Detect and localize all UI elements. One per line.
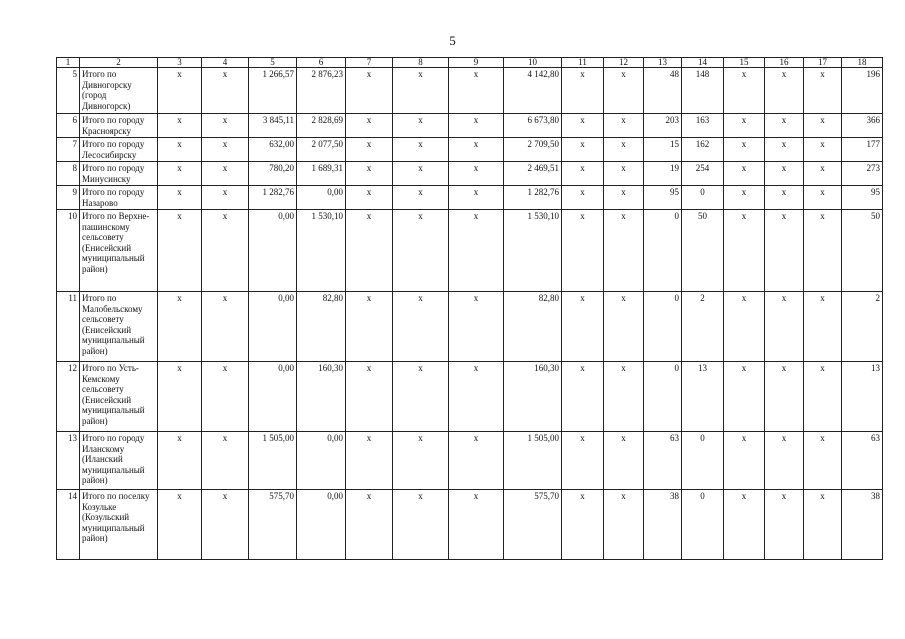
cell-c6: 2 828,69 (297, 114, 346, 138)
column-header-11: 11 (562, 58, 604, 68)
cell-c6: 2 077,50 (297, 138, 346, 162)
cell-c5: 0,00 (249, 362, 297, 432)
cell-c3: x (158, 138, 202, 162)
cell-c14: 2 (682, 292, 724, 362)
cell-c5: 1 282,76 (249, 186, 297, 210)
row-number: 5 (57, 68, 80, 114)
cell-c11: x (562, 362, 604, 432)
row-name: Итого по Дивногорску (город Дивногорск) (80, 68, 158, 114)
row-number: 10 (57, 210, 80, 292)
row-number: 7 (57, 138, 80, 162)
cell-c6: 160,30 (297, 362, 346, 432)
cell-c8: x (393, 162, 449, 186)
cell-c6: 0,00 (297, 432, 346, 490)
row-number: 13 (57, 432, 80, 490)
cell-c18: 38 (842, 490, 883, 560)
cell-c6: 0,00 (297, 186, 346, 210)
cell-c13: 19 (644, 162, 682, 186)
cell-c16: x (765, 162, 804, 186)
cell-c18: 2 (842, 292, 883, 362)
column-header-7: 7 (346, 58, 393, 68)
cell-c12: x (604, 362, 644, 432)
cell-c10: 6 673,80 (504, 114, 562, 138)
cell-c8: x (393, 210, 449, 292)
cell-c5: 575,70 (249, 490, 297, 560)
cell-c7: x (346, 114, 393, 138)
cell-c17: x (804, 68, 842, 114)
cell-c3: x (158, 432, 202, 490)
row-number: 11 (57, 292, 80, 362)
cell-c9: x (449, 138, 504, 162)
cell-c7: x (346, 68, 393, 114)
cell-c13: 0 (644, 210, 682, 292)
row-number: 6 (57, 114, 80, 138)
column-header-4: 4 (202, 58, 249, 68)
cell-c13: 15 (644, 138, 682, 162)
cell-c11: x (562, 292, 604, 362)
cell-c8: x (393, 138, 449, 162)
cell-c17: x (804, 186, 842, 210)
table-row (57, 432, 883, 490)
cell-c10: 1 530,10 (504, 210, 562, 292)
table-row (57, 138, 883, 162)
row-name: Итого по городу Минусинску (80, 162, 158, 186)
cell-c5: 1 266,57 (249, 68, 297, 114)
cell-c16: x (765, 490, 804, 560)
cell-c15: x (724, 490, 765, 560)
cell-c9: x (449, 114, 504, 138)
cell-c17: x (804, 210, 842, 292)
cell-c18: 177 (842, 138, 883, 162)
column-header-8: 8 (393, 58, 449, 68)
cell-c16: x (765, 210, 804, 292)
column-header-9: 9 (449, 58, 504, 68)
cell-c7: x (346, 490, 393, 560)
cell-c11: x (562, 138, 604, 162)
cell-c13: 0 (644, 292, 682, 362)
cell-c17: x (804, 490, 842, 560)
page-number: 5 (449, 33, 456, 48)
data-table (56, 57, 883, 560)
cell-c12: x (604, 68, 644, 114)
cell-c6: 2 876,23 (297, 68, 346, 114)
cell-c7: x (346, 210, 393, 292)
cell-c4: x (202, 186, 249, 210)
cell-c17: x (804, 162, 842, 186)
cell-c13: 0 (644, 362, 682, 432)
column-header-2: 2 (80, 58, 158, 68)
cell-c5: 1 505,00 (249, 432, 297, 490)
cell-c16: x (765, 114, 804, 138)
table-row (57, 162, 883, 186)
cell-c12: x (604, 114, 644, 138)
cell-c9: x (449, 162, 504, 186)
cell-c12: x (604, 490, 644, 560)
cell-c9: x (449, 210, 504, 292)
column-header-12: 12 (604, 58, 644, 68)
cell-c3: x (158, 114, 202, 138)
cell-c3: x (158, 162, 202, 186)
row-number: 9 (57, 186, 80, 210)
cell-c7: x (346, 432, 393, 490)
cell-c5: 0,00 (249, 292, 297, 362)
cell-c9: x (449, 490, 504, 560)
cell-c17: x (804, 138, 842, 162)
cell-c7: x (346, 138, 393, 162)
cell-c14: 50 (682, 210, 724, 292)
cell-c14: 0 (682, 490, 724, 560)
cell-c15: x (724, 162, 765, 186)
column-header-18: 18 (842, 58, 883, 68)
row-name: Итого по городу Иланскому (Иланский муниципальный район) (80, 432, 158, 490)
cell-c18: 366 (842, 114, 883, 138)
row-name: Итого по Малобельскому сельсовету (Енисейский муниципальный район) (80, 292, 158, 362)
cell-c18: 13 (842, 362, 883, 432)
column-header-6: 6 (297, 58, 346, 68)
cell-c14: 0 (682, 432, 724, 490)
cell-c12: x (604, 292, 644, 362)
row-name: Итого по городу Красноярску (80, 114, 158, 138)
cell-c11: x (562, 490, 604, 560)
cell-c15: x (724, 292, 765, 362)
cell-c12: x (604, 210, 644, 292)
row-name: Итого по Верхне-пашинскому сельсовету (Енисейский муниципальный район) (80, 210, 158, 292)
column-header-10: 10 (504, 58, 562, 68)
row-number: 12 (57, 362, 80, 432)
row-name: Итого по поселку Козульке (Козульский муниципальный район) (80, 490, 158, 560)
cell-c3: x (158, 186, 202, 210)
row-name: Итого по городу Назарово (80, 186, 158, 210)
cell-c13: 95 (644, 186, 682, 210)
column-header-3: 3 (158, 58, 202, 68)
cell-c4: x (202, 362, 249, 432)
cell-c7: x (346, 292, 393, 362)
cell-c16: x (765, 292, 804, 362)
cell-c3: x (158, 362, 202, 432)
cell-c9: x (449, 68, 504, 114)
cell-c16: x (765, 432, 804, 490)
cell-c15: x (724, 114, 765, 138)
cell-c4: x (202, 68, 249, 114)
cell-c7: x (346, 362, 393, 432)
cell-c5: 0,00 (249, 210, 297, 292)
cell-c8: x (393, 432, 449, 490)
cell-c18: 50 (842, 210, 883, 292)
cell-c8: x (393, 114, 449, 138)
cell-c11: x (562, 432, 604, 490)
cell-c11: x (562, 210, 604, 292)
cell-c16: x (765, 68, 804, 114)
cell-c9: x (449, 186, 504, 210)
row-number: 14 (57, 490, 80, 560)
table-row (57, 362, 883, 432)
cell-c15: x (724, 138, 765, 162)
cell-c17: x (804, 362, 842, 432)
cell-c11: x (562, 186, 604, 210)
cell-c3: x (158, 490, 202, 560)
cell-c10: 1 282,76 (504, 186, 562, 210)
cell-c6: 1 530,10 (297, 210, 346, 292)
column-header-15: 15 (724, 58, 765, 68)
cell-c13: 203 (644, 114, 682, 138)
column-header-13: 13 (644, 58, 682, 68)
cell-c4: x (202, 432, 249, 490)
cell-c13: 38 (644, 490, 682, 560)
cell-c10: 575,70 (504, 490, 562, 560)
cell-c15: x (724, 68, 765, 114)
row-number: 8 (57, 162, 80, 186)
column-header-1: 1 (57, 58, 80, 68)
table-row (57, 292, 883, 362)
cell-c17: x (804, 114, 842, 138)
cell-c15: x (724, 186, 765, 210)
table-row (57, 490, 883, 560)
cell-c14: 148 (682, 68, 724, 114)
cell-c14: 162 (682, 138, 724, 162)
table-row (57, 114, 883, 138)
cell-c18: 196 (842, 68, 883, 114)
cell-c18: 95 (842, 186, 883, 210)
cell-c8: x (393, 490, 449, 560)
cell-c8: x (393, 68, 449, 114)
cell-c14: 0 (682, 186, 724, 210)
cell-c12: x (604, 162, 644, 186)
cell-c6: 0,00 (297, 490, 346, 560)
header-row (57, 58, 883, 68)
cell-c16: x (765, 362, 804, 432)
cell-c16: x (765, 138, 804, 162)
cell-c13: 48 (644, 68, 682, 114)
cell-c4: x (202, 162, 249, 186)
cell-c4: x (202, 138, 249, 162)
table-row (57, 210, 883, 292)
cell-c16: x (765, 186, 804, 210)
cell-c5: 632,00 (249, 138, 297, 162)
cell-c6: 1 689,31 (297, 162, 346, 186)
cell-c5: 780,20 (249, 162, 297, 186)
cell-c10: 160,30 (504, 362, 562, 432)
cell-c9: x (449, 362, 504, 432)
cell-c10: 1 505,00 (504, 432, 562, 490)
cell-c8: x (393, 186, 449, 210)
cell-c5: 3 845,11 (249, 114, 297, 138)
column-header-5: 5 (249, 58, 297, 68)
cell-c8: x (393, 362, 449, 432)
table-row (57, 186, 883, 210)
cell-c10: 2 709,50 (504, 138, 562, 162)
cell-c10: 2 469,51 (504, 162, 562, 186)
cell-c4: x (202, 292, 249, 362)
cell-c10: 82,80 (504, 292, 562, 362)
cell-c10: 4 142,80 (504, 68, 562, 114)
cell-c11: x (562, 162, 604, 186)
cell-c11: x (562, 114, 604, 138)
cell-c4: x (202, 210, 249, 292)
row-name: Итого по Усть-Кемскому сельсовету (Енисейский муниципальный район) (80, 362, 158, 432)
cell-c7: x (346, 186, 393, 210)
cell-c18: 63 (842, 432, 883, 490)
table-body (57, 68, 883, 560)
cell-c15: x (724, 432, 765, 490)
cell-c4: x (202, 490, 249, 560)
cell-c9: x (449, 292, 504, 362)
column-header-14: 14 (682, 58, 724, 68)
cell-c17: x (804, 292, 842, 362)
cell-c12: x (604, 138, 644, 162)
cell-c12: x (604, 186, 644, 210)
cell-c14: 163 (682, 114, 724, 138)
cell-c8: x (393, 292, 449, 362)
cell-c14: 13 (682, 362, 724, 432)
cell-c15: x (724, 362, 765, 432)
cell-c13: 63 (644, 432, 682, 490)
cell-c17: x (804, 432, 842, 490)
cell-c18: 273 (842, 162, 883, 186)
table-row (57, 68, 883, 114)
cell-c12: x (604, 432, 644, 490)
cell-c3: x (158, 210, 202, 292)
cell-c7: x (346, 162, 393, 186)
cell-c3: x (158, 68, 202, 114)
cell-c14: 254 (682, 162, 724, 186)
cell-c9: x (449, 432, 504, 490)
cell-c6: 82,80 (297, 292, 346, 362)
column-header-17: 17 (804, 58, 842, 68)
column-header-16: 16 (765, 58, 804, 68)
cell-c15: x (724, 210, 765, 292)
cell-c11: x (562, 68, 604, 114)
row-name: Итого по городу Лесосибирску (80, 138, 158, 162)
cell-c4: x (202, 114, 249, 138)
cell-c3: x (158, 292, 202, 362)
